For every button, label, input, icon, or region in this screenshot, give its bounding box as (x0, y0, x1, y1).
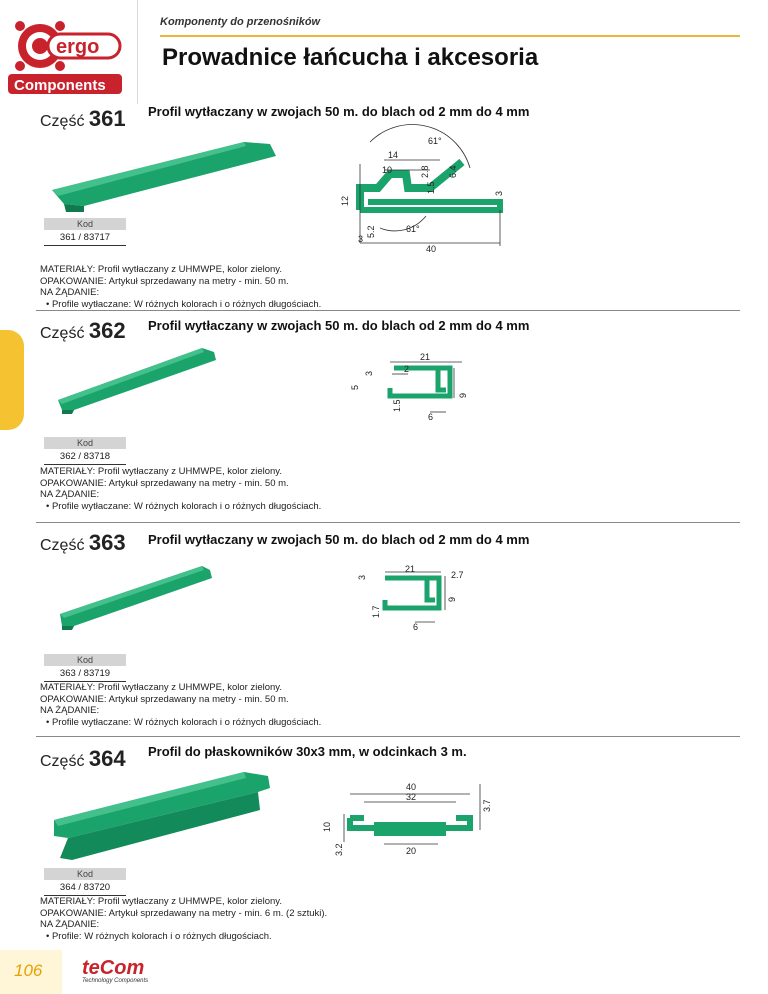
svg-text:2.7: 2.7 (451, 570, 464, 580)
svg-text:3: 3 (494, 190, 504, 196)
svg-text:3.7: 3.7 (482, 799, 492, 812)
code-box-364 (44, 868, 126, 896)
description-361: MATERIAŁY: Profil wytłaczany z UHMWPE, kolor zielony. OPAKOWANIE: Artykuł sprzedawany na metry - min. 50 m. NA ŻĄDANIE: • Profile wytłaczane: W różnych kolorach i o różnych długościach. (40, 264, 322, 310)
svg-text:6: 6 (413, 622, 419, 632)
part-label-364: Część 364 (40, 746, 126, 771)
svg-text:6.4: 6.4 (448, 165, 458, 178)
description-364: MATERIAŁY: Profil wytłaczany z UHMWPE, kolor zielony. OPAKOWANIE: Artykuł sprzedawany na metry - min. 6 m. (2 sztuki). NA ŻĄDANIE: • Profile: W różnych kolorach i o różnych długościach. (40, 896, 328, 942)
svg-text:9: 9 (458, 392, 468, 398)
svg-text:6: 6 (428, 412, 434, 422)
ergo-components-logo (8, 8, 126, 100)
svg-text:5.2: 5.2 (366, 225, 376, 238)
code-label: Kod (44, 654, 126, 666)
svg-text:3.2: 3.2 (334, 843, 344, 856)
part-title-361: Profil wytłaczany w zwojach 50 m. do blach od 2 mm do 4 mm (148, 104, 530, 119)
section-label: Komponenty do przenośników (160, 16, 321, 28)
svg-text:2: 2 (404, 364, 410, 374)
dimension-drawing-362 (350, 350, 480, 427)
svg-text:1.7: 1.7 (371, 605, 381, 618)
svg-text:10: 10 (322, 821, 332, 832)
part-label-361: Część 361 (40, 106, 126, 131)
part-title-362: Profil wytłaczany w zwojach 50 m. do blach od 2 mm do 4 mm (148, 318, 530, 333)
svg-text:9: 9 (447, 596, 457, 602)
tecom-logo (82, 958, 172, 990)
code-value: 362 / 83718 (44, 449, 126, 465)
dimension-drawing-361 (330, 128, 520, 263)
code-value: 364 / 83720 (44, 880, 126, 896)
code-box-362 (44, 437, 126, 465)
profile-image-361 (44, 140, 284, 225)
logo-sub: Components (14, 77, 106, 94)
page-number: 106 (14, 961, 43, 980)
description-363: MATERIAŁY: Profil wytłaczany z UHMWPE, kolor zielony. OPAKOWANIE: Artykuł sprzedawany na metry - min. 50 m. NA ŻĄDANIE: • Profile wytłaczane: W różnych kolorach i o różnych długościach. (40, 682, 322, 728)
svg-text:5: 5 (350, 384, 360, 390)
part-title-363: Profil wytłaczany w zwojach 50 m. do blach od 2 mm do 4 mm (148, 532, 530, 547)
profile-image-363 (56, 560, 216, 637)
part-title-364: Profil do płaskowników 30x3 mm, w odcinkach 3 m. (148, 744, 467, 759)
svg-text:21: 21 (405, 564, 416, 574)
code-label: Kod (44, 218, 126, 230)
svg-text:3: 3 (364, 370, 374, 376)
dimension-drawing-364 (322, 780, 510, 865)
svg-text:14: 14 (388, 150, 399, 160)
logo-word: ergo (56, 36, 100, 58)
tecom-brand: teCom (82, 957, 145, 979)
svg-text:61°: 61° (428, 136, 442, 146)
svg-text:40: 40 (406, 782, 417, 792)
dimension-drawing-363 (355, 562, 475, 637)
svg-text:32: 32 (406, 792, 417, 802)
svg-text:12: 12 (340, 195, 350, 206)
tecom-sub: Technology Components (82, 978, 149, 984)
svg-text:20: 20 (406, 846, 417, 856)
svg-text:3: 3 (357, 574, 367, 580)
page-title: Prowadnice łańcucha i akcesoria (162, 44, 539, 71)
side-tab (0, 330, 24, 430)
svg-text:1.5: 1.5 (426, 181, 436, 194)
profile-image-362 (52, 344, 222, 421)
code-label: Kod (44, 868, 126, 880)
code-value: 361 / 83717 (44, 230, 126, 246)
svg-text:2.8: 2.8 (420, 165, 430, 178)
code-label: Kod (44, 437, 126, 449)
divider (137, 0, 138, 104)
separator (36, 736, 740, 737)
profile-image-364 (48, 770, 278, 875)
svg-text:21: 21 (420, 352, 431, 362)
code-value: 363 / 83719 (44, 666, 126, 682)
separator (36, 522, 740, 523)
svg-text:3: 3 (358, 234, 364, 244)
code-box-363 (44, 654, 126, 682)
part-label-363: Część 363 (40, 530, 126, 555)
code-box-361 (44, 218, 126, 246)
separator (36, 310, 740, 311)
svg-text:40: 40 (426, 244, 437, 254)
part-label-362: Część 362 (40, 318, 126, 343)
description-362: MATERIAŁY: Profil wytłaczany z UHMWPE, kolor zielony. OPAKOWANIE: Artykuł sprzedawany na metry - min. 50 m. NA ŻĄDANIE: • Profile wytłaczane: W różnych kolorach i o różnych długościach. (40, 466, 322, 512)
svg-text:61°: 61° (406, 224, 420, 234)
svg-text:10: 10 (382, 165, 393, 175)
svg-text:1.5: 1.5 (392, 399, 402, 412)
header-rule (160, 35, 740, 37)
